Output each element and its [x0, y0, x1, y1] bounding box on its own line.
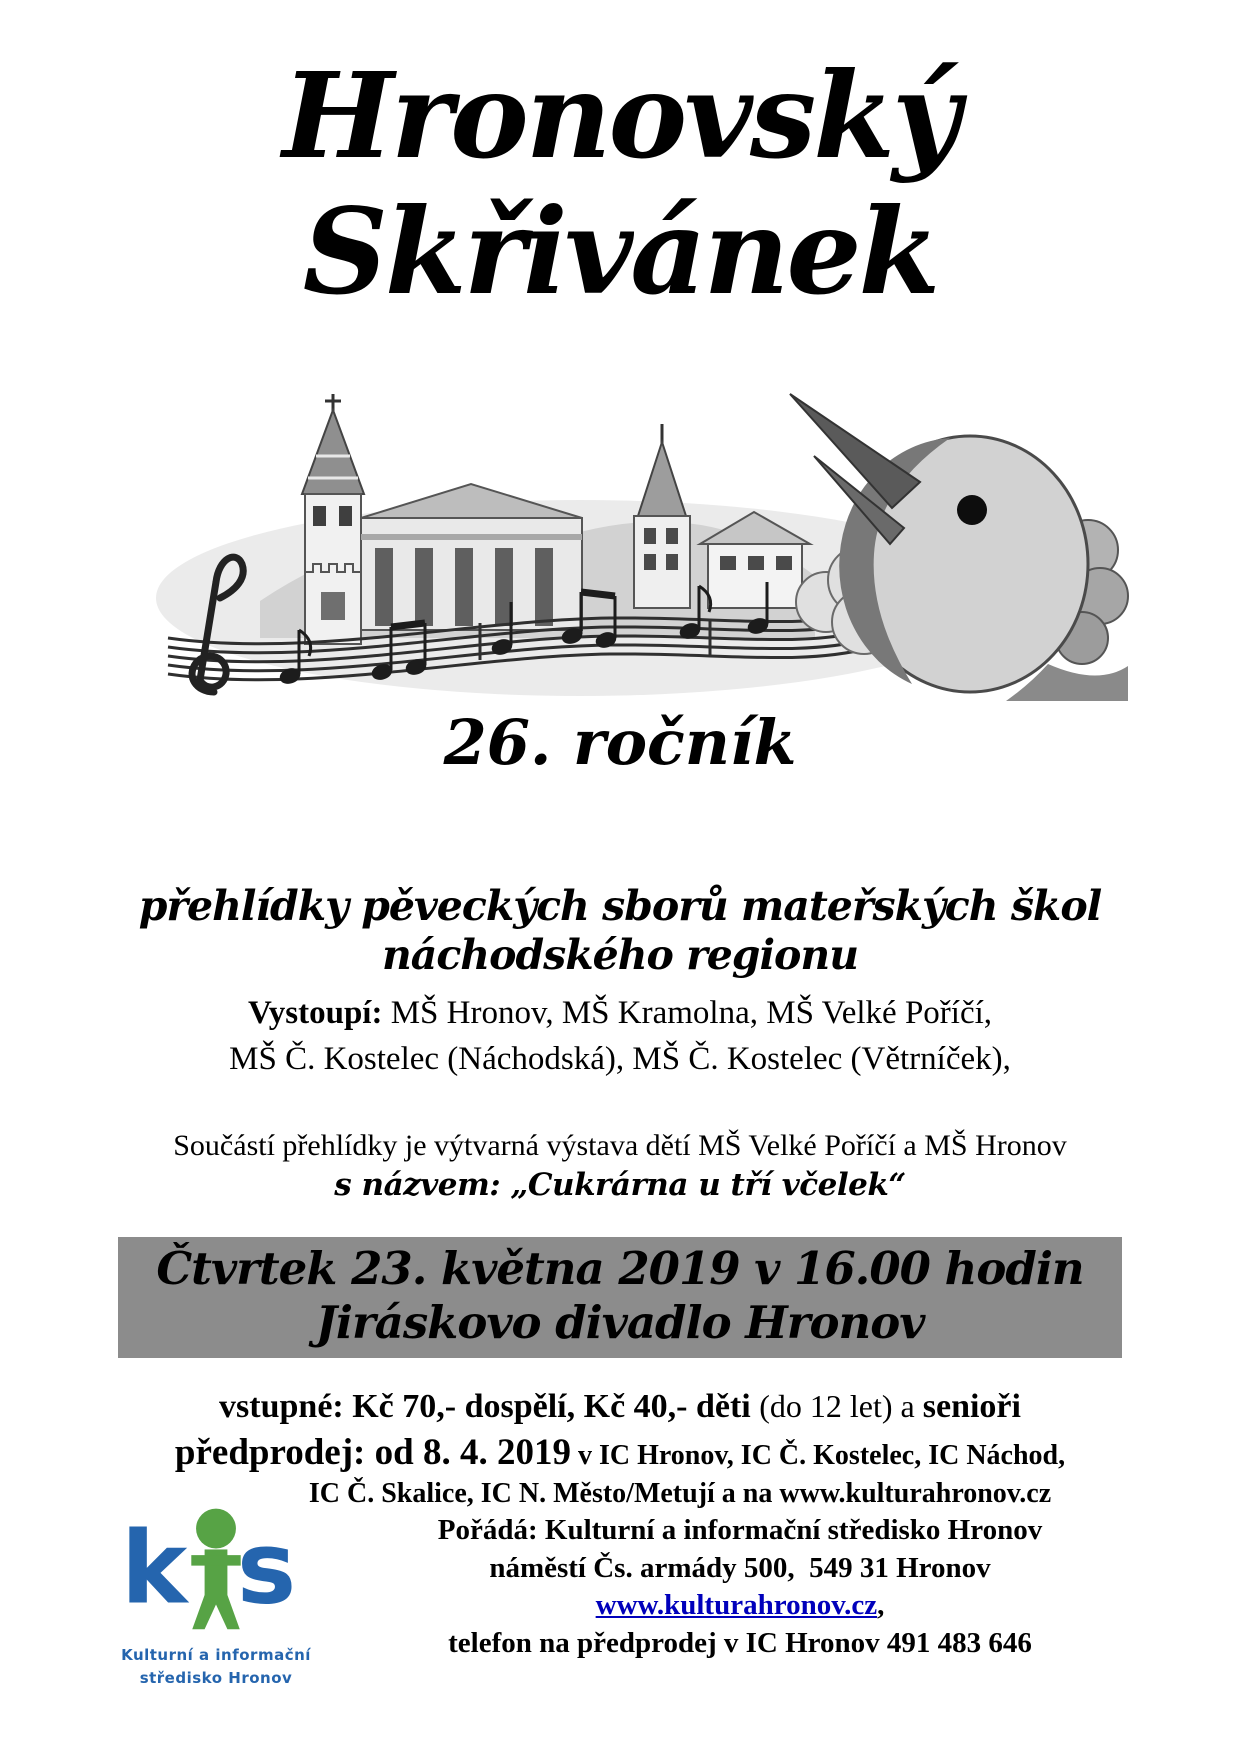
performers-line1-rest: MŠ Hronov, MŠ Kramolna, MŠ Velké Poříčí, — [382, 995, 993, 1031]
poster-title — [0, 48, 1240, 319]
poster-subtitle — [0, 882, 1240, 980]
town-music-bird-illustration — [150, 386, 1130, 701]
presale-date: předprodej: od 8. 4. 2019 — [174, 1432, 571, 1473]
edition-heading: 26. ročník — [443, 706, 797, 779]
exhibition-line2: s názvem: „Cukrárna u tří včelek“ — [334, 1167, 906, 1203]
logo-caption-line2: středisko Hronov — [139, 1668, 293, 1687]
performers-line2: MŠ Č. Kostelec (Náchodská), MŠ Č. Kostelec (Větrníček), — [229, 1041, 1011, 1078]
town-hall-spire — [634, 424, 690, 608]
logo-letter-k: k — [121, 1509, 188, 1627]
logo-person-figure — [191, 1509, 240, 1630]
event-banner-datetime: Čtvrtek 23. května 2019 v 16.00 hodin — [156, 1242, 1084, 1295]
kis-logo — [118, 1496, 314, 1689]
church-tower — [302, 394, 364, 644]
presale-line2: IC Č. Skalice, IC N. Město/Metují a na www.kulturahronov.cz — [308, 1478, 1052, 1510]
poster-title-line2: Skřivánek — [302, 181, 938, 321]
organizer-address: náměstí Čs. armády 500, 549 31 Hronov — [489, 1551, 991, 1584]
organizer-phone-line: telefon na předprodej v IC Hronov 491 483 646 — [448, 1627, 1032, 1660]
logo-letter-s: s — [236, 1509, 297, 1627]
organizer-info — [370, 1512, 1110, 1663]
performers-label: Vystoupí: — [247, 995, 383, 1031]
logo-caption — [118, 1644, 314, 1689]
kulturahronov-link[interactable]: www.kulturahronov.cz — [595, 1589, 878, 1622]
pricing-bold-start: vstupné: Kč 70,- dospělí, Kč 40,- děti — [219, 1388, 760, 1425]
kis-logo-mark — [121, 1496, 311, 1639]
organizer-line1: Pořádá: Kulturní a informační středisko Hronov — [437, 1514, 1043, 1546]
subtitle-line2: náchodského regionu — [381, 931, 859, 980]
event-banner — [118, 1237, 1122, 1358]
organizer-website-line — [370, 1587, 1110, 1625]
subtitle-line1: přehlídky pěveckých sborů mateřských škol — [138, 882, 1102, 930]
link-suffix: , — [877, 1589, 885, 1622]
performers-line1 — [0, 990, 1240, 1036]
event-banner-venue: Jiráskovo divadlo Hronov — [315, 1296, 925, 1349]
presale-line1 — [0, 1430, 1240, 1476]
logo-caption-line1: Kulturní a informační — [121, 1646, 311, 1664]
pricing-line — [0, 1388, 1240, 1426]
presale-line1-rest: v IC Hronov, IC Č. Kostelec, IC Náchod, — [570, 1440, 1066, 1471]
pricing-regular-mid: (do 12 let) a — [759, 1388, 923, 1424]
performers-list — [0, 990, 1240, 1082]
exhibition-line1: Součástí přehlídky je výtvarná výstava dětí MŠ Velké Poříčí a MŠ Hronov — [173, 1129, 1067, 1162]
illustration-container — [150, 386, 1130, 701]
poster-title-line1: Hronovský — [282, 46, 958, 185]
pricing-bold-end: senioři — [922, 1388, 1021, 1425]
exhibition-note — [0, 1126, 1240, 1205]
